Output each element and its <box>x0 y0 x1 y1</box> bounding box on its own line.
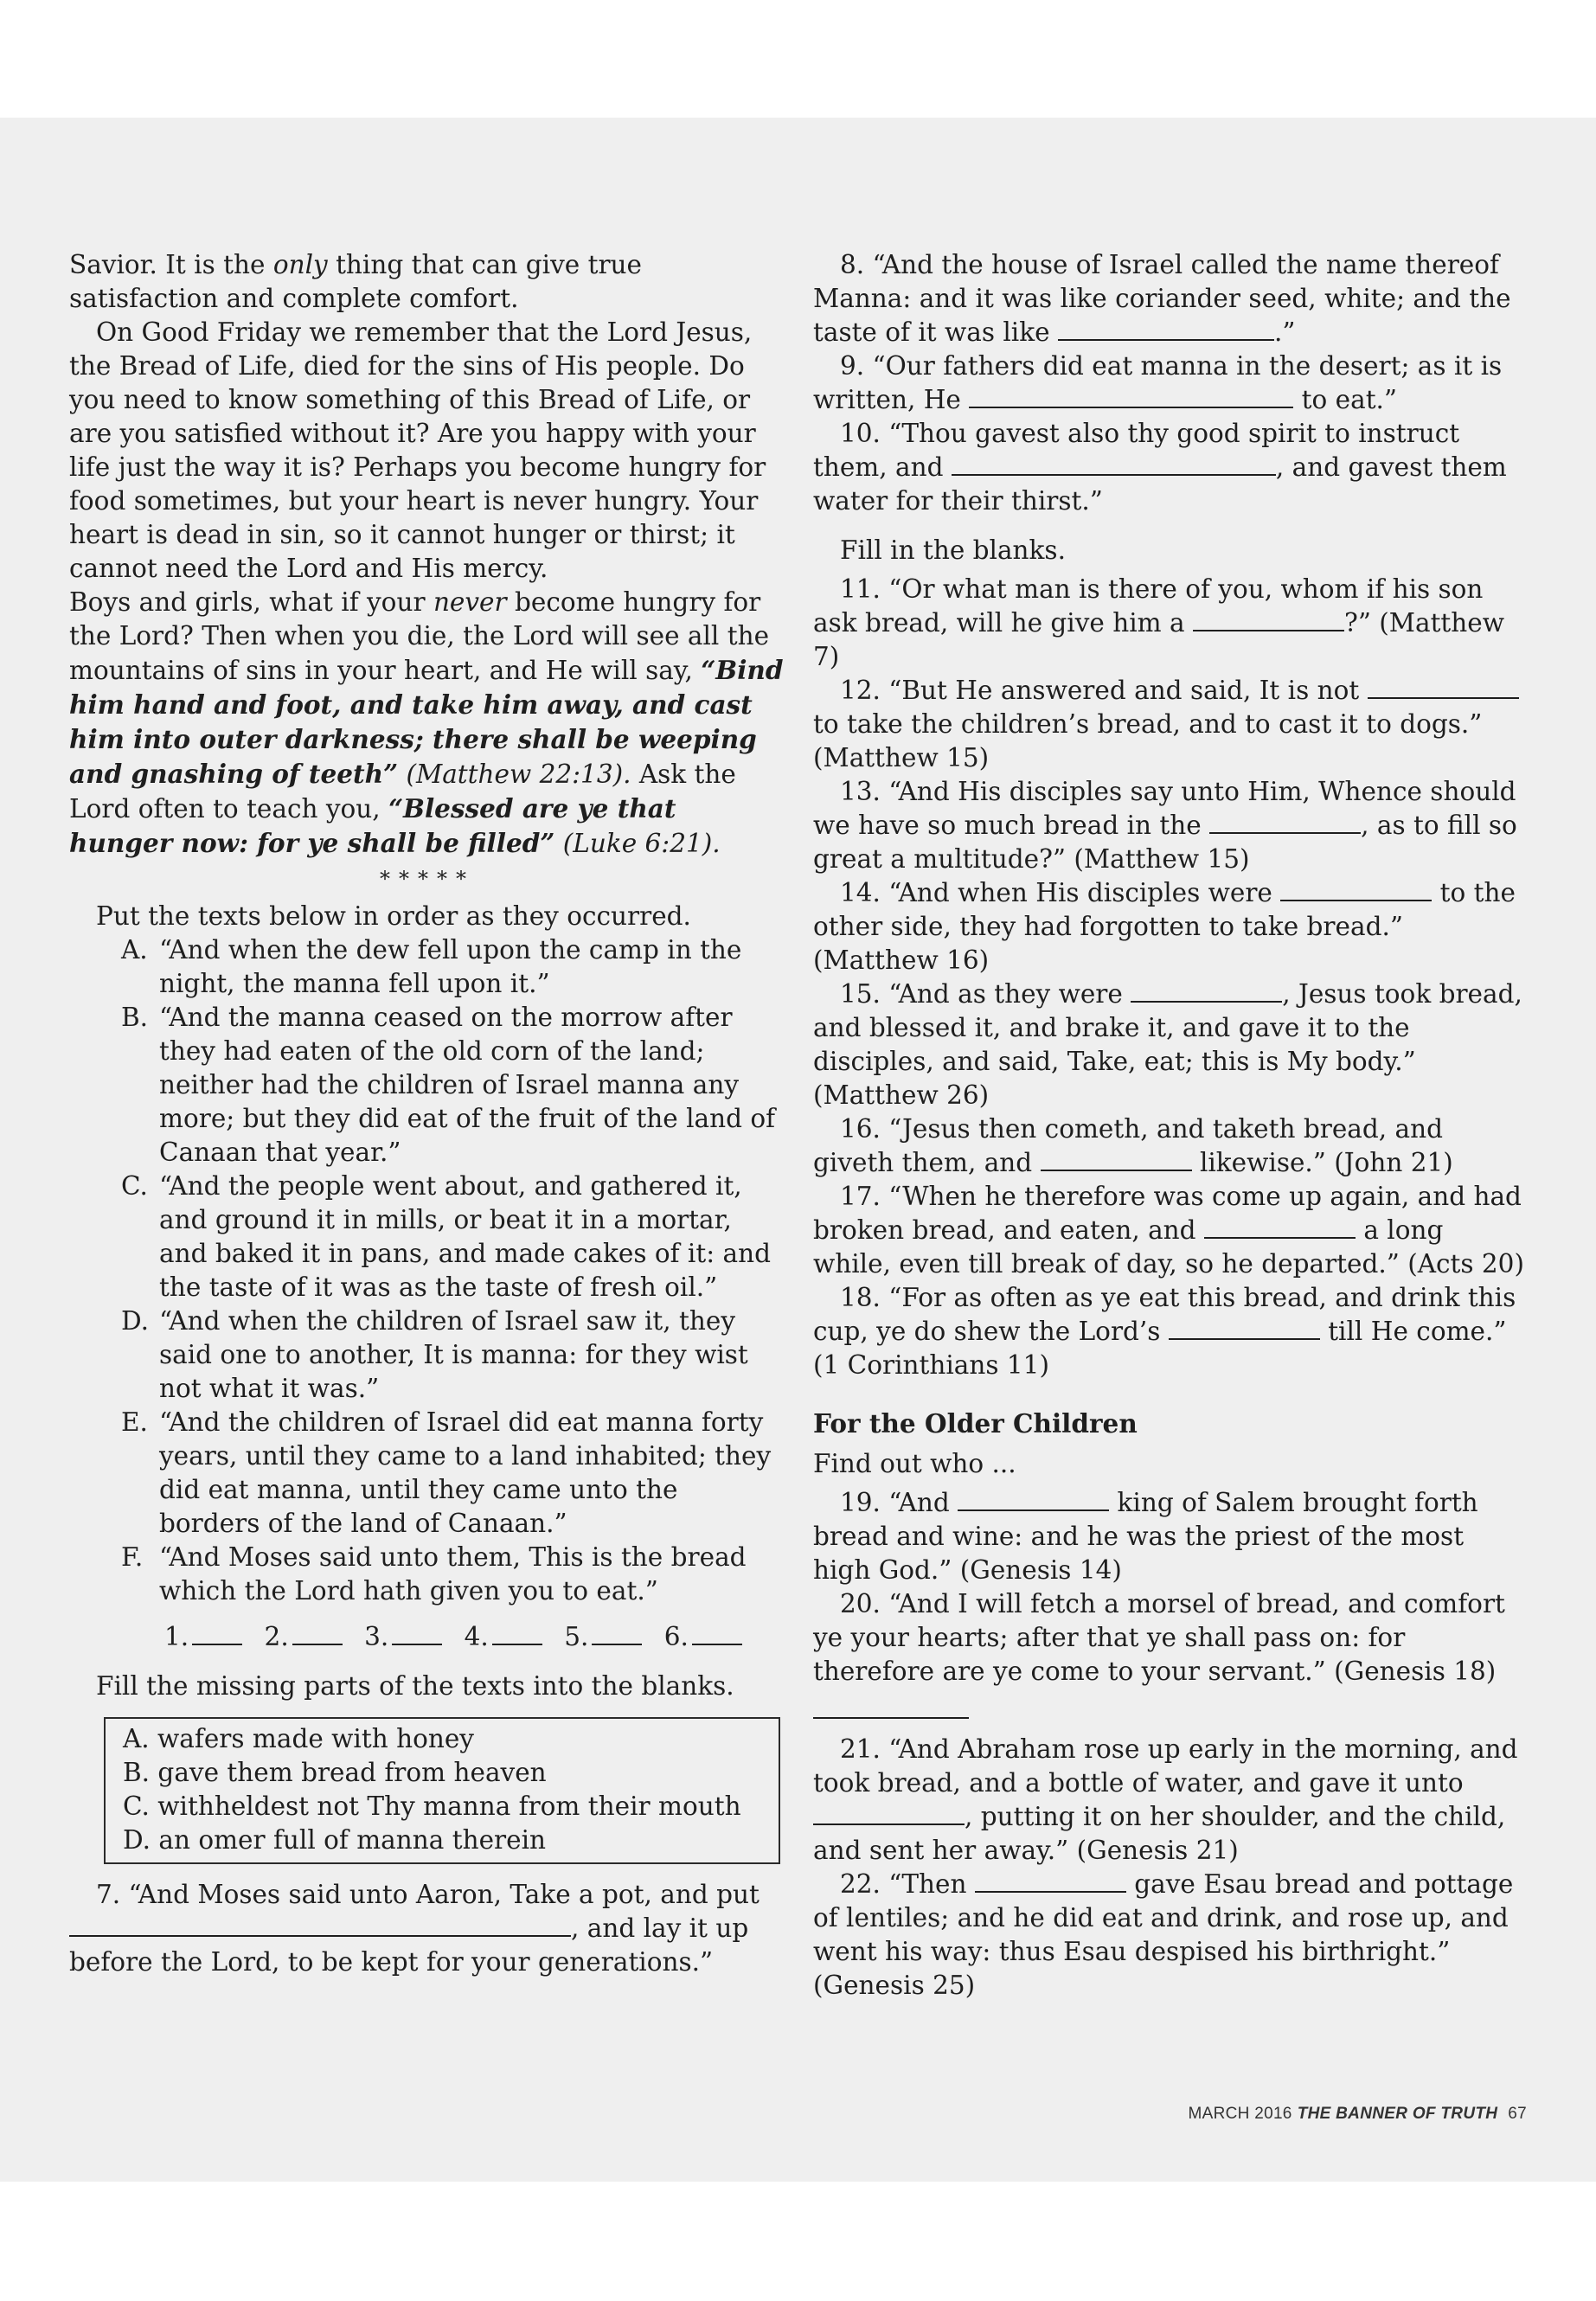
option-item: D. an omer full of manna therein <box>123 1825 547 1855</box>
answer-blank[interactable] <box>813 1803 965 1825</box>
option-item: A. wafers made with honey <box>123 1724 474 1753</box>
footer-publication: THE BANNER OF TRUTH <box>1297 2105 1498 2123</box>
reference: (Luke 6:21). <box>554 829 721 858</box>
question-15 <box>813 977 1527 1112</box>
answer-number: 6. <box>663 1622 689 1651</box>
list-item <box>69 1170 785 1304</box>
order-list <box>69 933 785 1608</box>
text: 21. “And Abraham rose up early in the morning, and took bread, and a bottle of water, and gave it unto <box>813 1734 1518 1798</box>
order-answer-line <box>69 1620 785 1654</box>
option-item: C. withheldest not Thy manna from their mouth <box>123 1791 741 1821</box>
question-21 <box>813 1733 1527 1868</box>
answer-number: 3. <box>364 1622 389 1651</box>
text: 15. “And as they were <box>840 979 1131 1009</box>
answer-blank[interactable] <box>952 453 1276 476</box>
answer-number: 2. <box>264 1622 289 1651</box>
text: , Jesus took bread, and blessed it, and brake it, and gave it to the disciples, and said, Take, eat; this is My body.” (Matthew 26) <box>813 979 1522 1110</box>
text: 8. “And the house of Israel called the name thereof Manna: and it was like coriander seed, white; and the taste of it was like <box>813 250 1511 347</box>
text: , and lay it up before the Lord, to be kept for your generations.” <box>69 1913 749 1977</box>
left-column <box>69 248 785 1979</box>
list-item <box>69 1304 785 1406</box>
answer-blank[interactable] <box>392 1623 442 1645</box>
question-20: 20. “And I will fetch a morsel of bread, and comfort ye your hearts; after that ye shall pass on: for therefore are ye come to your servant.” (Genesis 18) <box>813 1589 1505 1686</box>
answer-blank[interactable] <box>975 1870 1126 1893</box>
text: Ask the Lord often to teach you, <box>69 760 736 824</box>
text: ?” (Matthew 7) <box>813 608 1504 671</box>
question-16 <box>813 1112 1527 1180</box>
list-item <box>69 1541 785 1608</box>
text: gave Esau bread and pottage of lentiles; and he did eat and drink, and rose up, and went his way: thus Esau despised his birthright.” (Genesis 25) <box>813 1869 1514 2000</box>
reference: (Matthew 22:13). <box>398 760 631 789</box>
answer-blank[interactable] <box>813 1696 969 1719</box>
question-9 <box>813 349 1527 417</box>
answer-blank[interactable] <box>1131 980 1282 1003</box>
answer-blank[interactable] <box>1193 609 1344 631</box>
page-footer <box>1188 2105 1527 2124</box>
answer-blank[interactable] <box>192 1623 242 1645</box>
answer-blank[interactable] <box>1204 1216 1356 1239</box>
question-13 <box>813 775 1527 876</box>
blanks-instruction: Fill in the blanks. <box>840 535 1066 565</box>
answer-blank[interactable] <box>1280 879 1432 901</box>
text: king of Salem brought forth bread and wine: and he was the priest of the most high God.” (Genesis 14) <box>813 1488 1478 1585</box>
answer-blank[interactable] <box>1209 811 1361 834</box>
answer-blank[interactable] <box>1368 676 1519 699</box>
footer-date: MARCH 2016 <box>1188 2105 1292 2123</box>
question-22 <box>813 1868 1527 2003</box>
text: a long while, even till break of day, so he departed.” (Acts 20) <box>813 1215 1524 1279</box>
text: 10. “Thou gavest also thy good spirit to instruct them, and <box>813 419 1460 482</box>
item-letter: B. <box>121 1003 149 1032</box>
item-text: “And when the dew fell upon the camp in the night, the manna fell upon it.” <box>159 935 742 998</box>
item-letter: D. <box>121 1306 149 1336</box>
order-instruction: Put the texts below in order as they occurred. <box>96 901 691 931</box>
answer-number: 5. <box>564 1622 589 1651</box>
answer-blank[interactable] <box>292 1623 343 1645</box>
answer-number: 1. <box>164 1622 189 1651</box>
list-item <box>69 1001 785 1170</box>
text: to eat.” <box>1293 385 1398 414</box>
item-text: “And the manna ceased on the morrow after they had eaten of the old corn of the land; neither had the children of Israel manna any more; but they did eat of the fruit of the land of Canaan that year.” <box>159 1003 776 1167</box>
section-divider: ***** <box>380 867 475 891</box>
page-number: 67 <box>1508 2105 1527 2123</box>
answer-blank[interactable] <box>492 1623 542 1645</box>
answer-blank[interactable] <box>958 1489 1109 1511</box>
text: 11. “Or what man is there of you, whom if his son ask bread, will he give him a <box>813 574 1484 638</box>
text: till He come.” (1 Corinthians 11) <box>813 1317 1507 1380</box>
text: 9. “Our fathers did eat manna in the desert; as it is written, He <box>813 351 1503 414</box>
item-letter: A. <box>121 935 148 965</box>
answer-blank[interactable] <box>592 1623 642 1645</box>
text: likewise.” (John 21) <box>1191 1148 1453 1177</box>
text: 14. “And when His disciples were <box>840 878 1281 907</box>
item-text: “And when the children of Israel saw it, they said one to another, It is manna: for they wist not what it was.” <box>159 1306 748 1403</box>
answer-blank[interactable] <box>69 1914 571 1937</box>
answer-options-box <box>104 1717 780 1864</box>
answer-blank[interactable] <box>1058 318 1274 341</box>
emphasis-never: never <box>433 587 507 617</box>
answer-blank[interactable] <box>969 386 1293 408</box>
paragraph-boys-and-girls <box>69 586 785 861</box>
text: to the other side, they had forgotten to take bread.” (Matthew 16) <box>813 878 1516 975</box>
answer-blank[interactable] <box>1041 1149 1192 1171</box>
text: 22. “Then <box>840 1869 975 1899</box>
item-text: “And the people went about, and gathered it, and ground it in mills, or beat it in a mortar, and baked it in pans, and made cakes of it: and the taste of it was as the taste of fresh oil.” <box>159 1171 771 1302</box>
find-out-instruction: Find out who ... <box>813 1449 1016 1478</box>
item-letter: F. <box>121 1542 144 1572</box>
answer-blank[interactable] <box>692 1623 742 1645</box>
question-12 <box>813 674 1527 775</box>
text: , as to fill so great a multitude?” (Matthew 15) <box>813 811 1517 874</box>
emphasis-only: only <box>272 250 328 279</box>
question-17 <box>813 1180 1527 1281</box>
quote-luke-6: “Blessed are ye that hunger now: for ye shall be filled” <box>69 793 676 858</box>
question-11 <box>813 573 1527 674</box>
text: 17. “When he therefore was come up again, and had broken bread, and eaten, and <box>813 1182 1522 1245</box>
question-20-answer <box>813 1694 1527 1727</box>
text: Savior. It is the <box>69 250 273 279</box>
question-7 <box>69 1878 785 1979</box>
item-text: “And Moses said unto them, This is the bread which the Lord hath given you to eat.” <box>159 1542 747 1606</box>
text: .” <box>1273 317 1296 347</box>
list-item <box>69 933 785 1001</box>
item-letter: E. <box>121 1407 148 1437</box>
question-10 <box>813 417 1527 518</box>
option-item: B. gave them bread from heaven <box>123 1758 547 1787</box>
list-item <box>69 1406 785 1541</box>
text: 19. “And <box>840 1488 958 1517</box>
quote-matthew-22: “Bind him hand and foot, and take him away, and cast him into outer darkness; there shall be weeping and gnashing of teeth” <box>69 655 784 789</box>
paragraph-good-friday: On Good Friday we remember that the Lord Jesus, the Bread of Life, died for the sins of His people. Do you need to know something of this Bread of Life, or are you satisfied without it? Are you happy with your life just the way it is? Perhaps you become hungry for food sometimes, but your heart is never hungry. Your heart is dead in sin, so it cannot hunger or thirst; it cannot need the Lord and His mercy. <box>69 317 766 583</box>
paragraph-intro <box>69 248 785 316</box>
text: 12. “But He answered and said, It is not <box>840 676 1368 705</box>
question-14 <box>813 876 1527 977</box>
question-8 <box>813 248 1527 349</box>
text: 16. “Jesus then cometh, and taketh bread, and giveth them, and <box>813 1114 1443 1177</box>
text: 13. “And His disciples say unto Him, Whence should we have so much bread in the <box>813 777 1516 840</box>
text: 7. “And Moses said unto Aaron, Take a pot, and put <box>96 1880 760 1909</box>
item-letter: C. <box>121 1171 148 1201</box>
fill-instruction: Fill the missing parts of the texts into the blanks. <box>96 1671 734 1701</box>
item-text: “And the children of Israel did eat manna forty years, until they came to a land inhabited; they did eat manna, until they came unto the borders of the land of Canaan.” <box>159 1407 772 1538</box>
question-19 <box>813 1486 1527 1587</box>
text: become hungry for the Lord? Then when you die, the Lord will see all the mountains of sins in your heart, and He will say, <box>69 587 770 685</box>
text: , putting it on her shoulder, and the child, and sent her away.” (Genesis 21) <box>813 1802 1506 1865</box>
text: Boys and girls, what if your <box>69 587 433 617</box>
answer-number: 4. <box>464 1622 489 1651</box>
text: , and gavest them water for their thirst.” <box>813 452 1507 516</box>
question-18 <box>813 1281 1527 1382</box>
section-heading-older-children: For the Older Children <box>813 1408 1138 1439</box>
text: 18. “For as often as ye eat this bread, and drink this cup, ye do shew the Lord’s <box>813 1283 1516 1346</box>
text: thing that can give true satisfaction and complete comfort. <box>69 250 643 313</box>
answer-blank[interactable] <box>1169 1317 1320 1340</box>
right-column <box>813 248 1527 2003</box>
text: to take the children’s bread, and to cast it to dogs.” (Matthew 15) <box>813 709 1483 772</box>
